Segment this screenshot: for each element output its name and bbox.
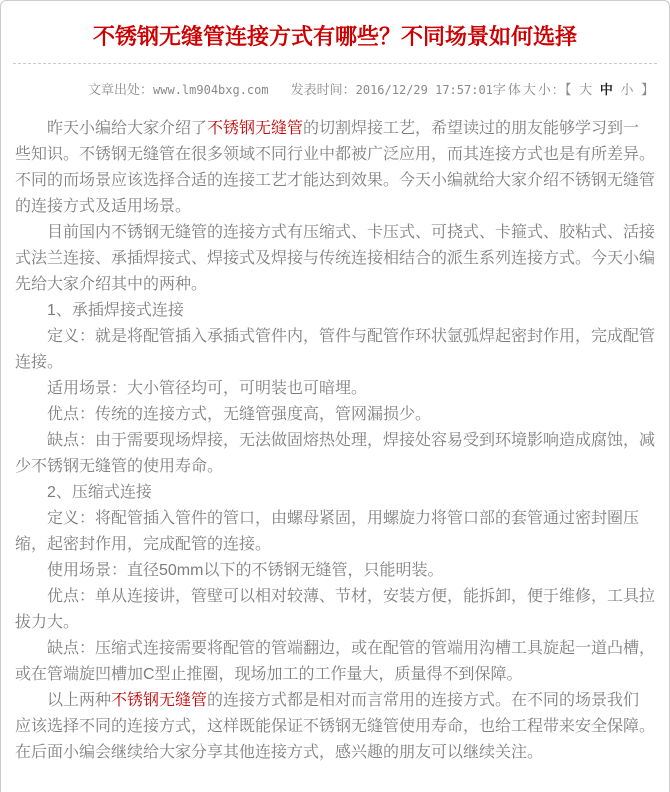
source-label: 文章出处： xyxy=(88,82,154,97)
paragraph-text: 的连接方式都是相对而言常用的连接方式。在不同的场景我们应该选择不同的连接方式，这样既能保证不锈钢无缝管使用寿命，也给工程带来安全保障。在后面小编会继续给大家分享其他连接方式，感兴趣的朋友可以继续关注。 xyxy=(15,692,656,761)
article-paragraph xyxy=(15,376,655,402)
article-source xyxy=(88,79,269,98)
paragraph-text: 适用场景：大小管径均可，可明装也可暗埋。 xyxy=(47,380,368,397)
font-size-small-button[interactable]: 小 xyxy=(620,82,636,97)
section-heading-1 xyxy=(15,298,655,324)
paragraph-text: 目前国内不锈钢无缝管的连接方式有压缩式、卡压式、可挠式、卡箍式、胶粘式、活接式法兰连接、承插焊接式、焊接式及焊接与传统连接相结合的派生系列连接方式。今天小编先给大家介绍其中的两种。 xyxy=(15,224,656,293)
paragraph-text: 1、承插焊接式连接 xyxy=(47,302,184,319)
font-size-large-button[interactable]: 大 xyxy=(579,82,595,97)
paragraph-text: 以上两种 xyxy=(47,692,112,709)
paragraph-text: 昨天小编给大家介绍了 xyxy=(47,120,208,137)
article-paragraph xyxy=(15,636,655,688)
paragraph-text: 缺点：由于需要现场焊接，无法做固熔热处理，焊接处容易受到环境影响造成腐蚀，减少不锈钢无缝管的使用寿命。 xyxy=(15,432,656,475)
publish-value: 2016/12/29 17:57:01 xyxy=(355,83,493,97)
article-paragraph xyxy=(15,324,655,376)
article-paragraph xyxy=(15,506,655,558)
article-paragraph xyxy=(15,116,655,220)
article-meta-bar xyxy=(1,64,669,108)
paragraph-text: 定义：就是将配管插入承插式管件内，管件与配管作环状氩弧焊起密封作用，完成配管连接。 xyxy=(15,328,656,371)
paragraph-text: 使用场景：直径50mm以下的不锈钢无缝管，只能明装。 xyxy=(47,562,444,579)
font-size-label: 字体大小: xyxy=(492,82,559,97)
paragraph-text: 缺点：压缩式连接需要将配管的管端翻边，或在配管的管端用沟槽工具旋起一道凸槽，或在管端旋凹槽加C型止推圈，现场加工的工作量大，质量得不到保障。 xyxy=(15,640,656,683)
page-title: 不锈钢无缝管连接方式有哪些？不同场景如何选择 xyxy=(92,24,577,49)
bracket-open: 【 xyxy=(558,82,574,97)
font-size-medium-button[interactable]: 中 xyxy=(599,82,615,97)
paragraph-text: 优点：传统的连接方式，无缝管强度高，管网漏损少。 xyxy=(47,406,432,423)
paragraph-text: 的切割焊接工艺，希望读过的朋友能够学习到一些知识。不锈钢无缝管在很多领域不同行业中都被广泛应用，而其连接方式也是有所差异。不同的而场景应该选择合适的连接工艺才能达到效果。今天小编就给大家介绍不锈钢无缝管的连接方式及适用场景。 xyxy=(15,120,656,215)
paragraph-text: 定义：将配管插入管件的管口，由螺母紧固，用螺旋力将管口部的套管通过密封圈压缩，起密封作用，完成配管的连接。 xyxy=(15,510,640,553)
article-paragraph xyxy=(15,428,655,480)
article-paragraph xyxy=(15,402,655,428)
bracket-close: 】 xyxy=(641,82,657,97)
section-heading-2 xyxy=(15,480,655,506)
paragraph-text: 优点：单从连接讲，管壁可以相对较薄、节材，安装方便，能拆卸，便于维修，工具拉拔力大。 xyxy=(15,588,656,631)
article-paragraph xyxy=(15,220,655,298)
keyword-link[interactable]: 不锈钢无缝管 xyxy=(111,692,208,709)
article-paragraph xyxy=(15,584,655,636)
article-body xyxy=(1,108,669,792)
source-url: www.lm904bxg.com xyxy=(153,83,269,97)
article-paragraph xyxy=(15,688,655,766)
keyword-link[interactable]: 不锈钢无缝管 xyxy=(207,120,304,137)
paragraph-text: 2、压缩式连接 xyxy=(47,484,152,501)
font-size-control xyxy=(493,79,656,98)
article-paragraph xyxy=(15,558,655,584)
publish-time xyxy=(291,79,493,98)
publish-label: 发表时间： xyxy=(290,82,356,97)
